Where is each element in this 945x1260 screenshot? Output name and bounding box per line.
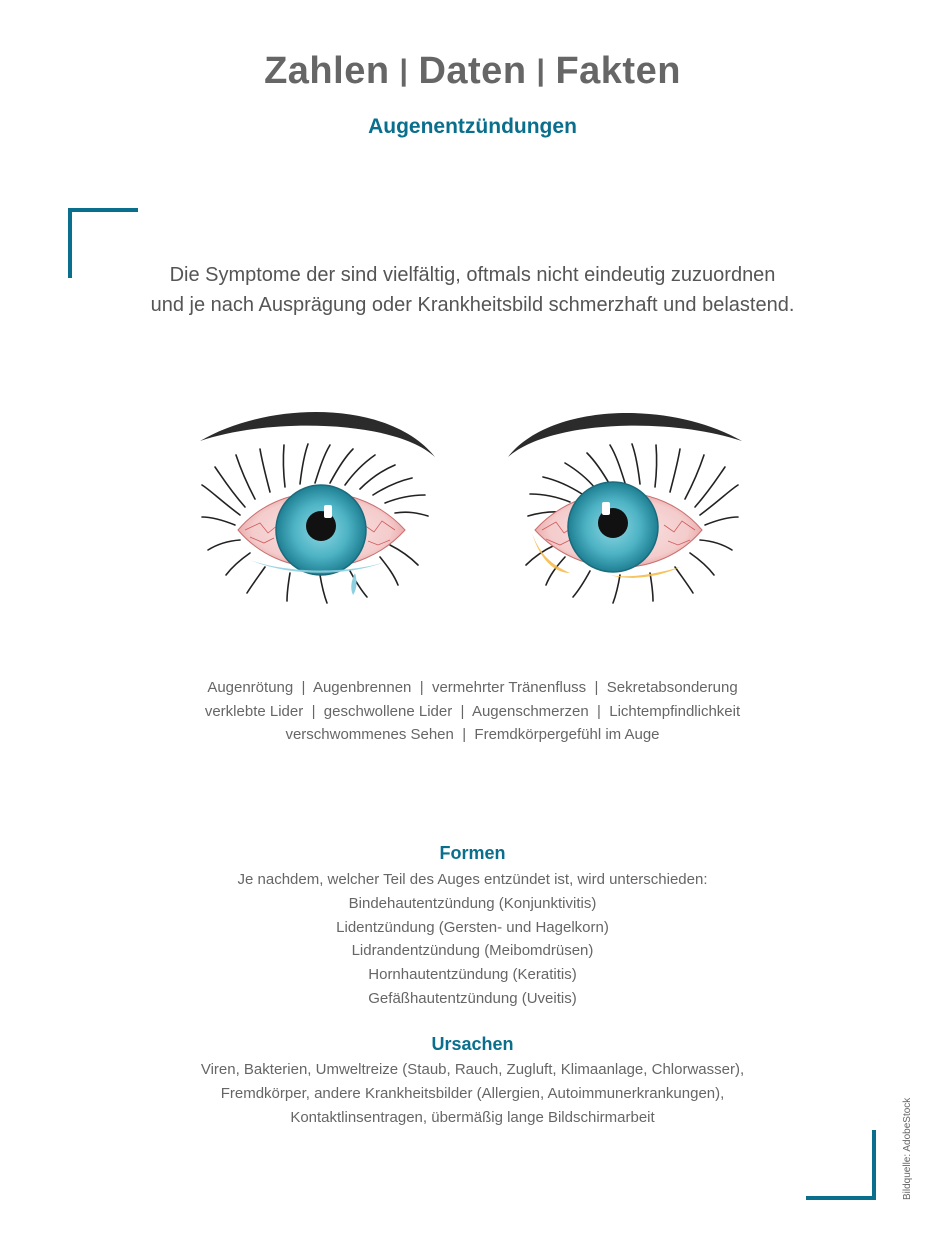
formen-item: Lidentzündung (Gersten- und Hagelkorn) [336,918,609,936]
eye-icon [200,412,435,603]
symptom-list [0,676,945,747]
title-separator: | [399,54,409,87]
symptom-line: Augenrötung | Augenbrennen | vermehrter Tränenfluss | Sekretabsonderung [207,679,738,696]
title-part-zahlen: Zahlen [264,50,390,92]
image-credit: Bildquelle: AdobeStock [902,1097,913,1200]
formen-item: Gefäßhautentzündung (Uveitis) [368,989,577,1007]
ursachen-list [0,1058,945,1129]
formen-item: Hornhautentzündung (Keratitis) [368,966,577,984]
corner-bracket-bottom-right [806,1130,876,1200]
title-part-daten: Daten [418,50,527,92]
formen-heading: Formen [439,843,506,863]
eye-icon [508,413,742,603]
page-subtitle: Augenentzündungen [368,115,577,138]
ursachen-heading: Ursachen [431,1034,514,1054]
intro-line: Die Symptome der sind vielfältig, oftmals nicht eindeutig zuzuordnen [169,264,776,286]
intro-line: und je nach Ausprägung oder Krankheitsbild schmerzhaft und belastend. [150,294,795,316]
symptom-line: verschwommenes Sehen | Fremdkörpergefühl im Auge [285,726,660,743]
title-separator: | [536,54,546,87]
formen-item: Bindehautentzündung (Konjunktivitis) [348,894,597,912]
page-title [0,50,945,93]
intro-text [90,260,855,320]
formen-list [0,868,945,1011]
symptom-line: verklebte Lider | geschwollene Lider | Augenschmerzen | Lichtempfindlichkeit [204,702,741,720]
eyes-illustration [190,395,760,625]
ursachen-line: Kontaktlinsentragen, übermäßig lange Bildschirmarbeit [290,1108,655,1126]
formen-item: Lidrandentzündung (Meibomdrüsen) [351,942,594,960]
ursachen-line: Fremdkörper, andere Krankheitsbilder (Allergien, Autoimmunerkrankungen), [220,1084,725,1102]
title-part-fakten: Fakten [555,50,681,92]
formen-intro: Je nachdem, welcher Teil des Auges entzündet ist, wird unterschieden: [237,871,708,888]
ursachen-line: Viren, Bakterien, Umweltreize (Staub, Rauch, Zugluft, Klimaanlage, Chlorwasser), [200,1061,745,1078]
